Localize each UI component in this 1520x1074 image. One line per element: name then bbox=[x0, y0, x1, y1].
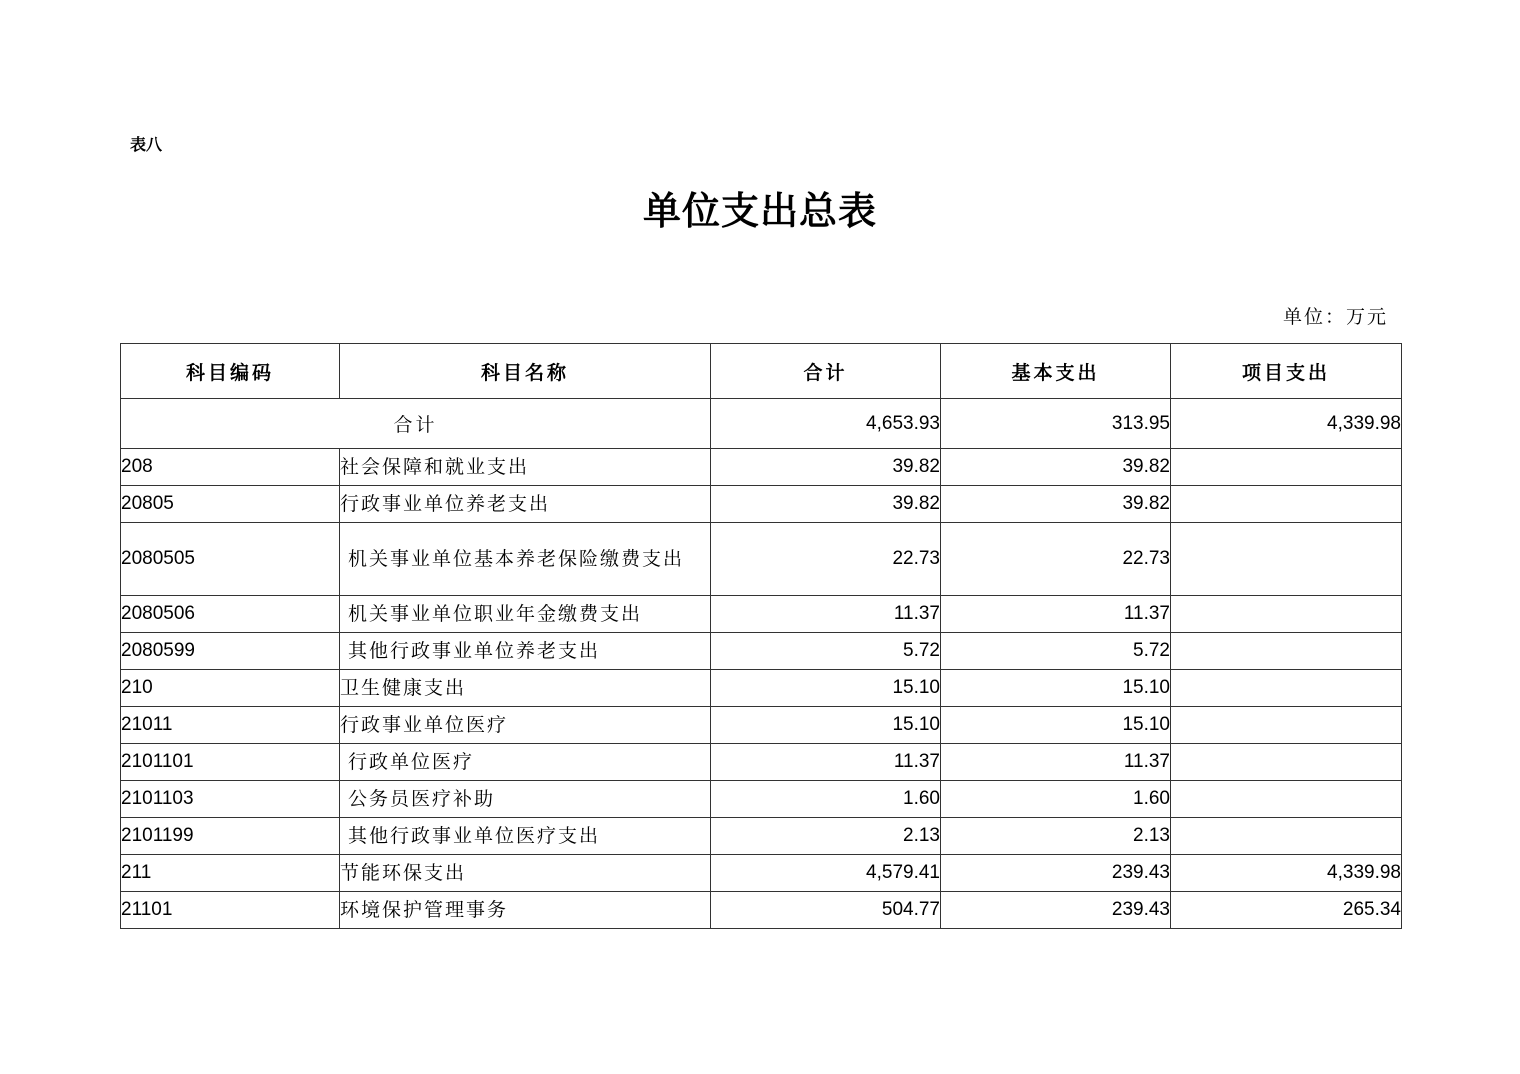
row-basic: 39.82 bbox=[941, 486, 1171, 523]
table-row bbox=[121, 670, 1402, 707]
row-project bbox=[1171, 707, 1402, 744]
table-row bbox=[121, 818, 1402, 855]
table-row bbox=[121, 781, 1402, 818]
row-total: 39.82 bbox=[711, 449, 941, 486]
table-number: 表八 bbox=[130, 135, 163, 154]
row-total: 11.37 bbox=[711, 596, 941, 633]
row-code: 2080505 bbox=[121, 523, 340, 596]
row-project bbox=[1171, 744, 1402, 781]
row-total: 22.73 bbox=[711, 523, 941, 596]
total-row bbox=[121, 399, 1402, 449]
row-code: 208 bbox=[121, 449, 340, 486]
row-basic: 239.43 bbox=[941, 892, 1171, 929]
row-basic: 15.10 bbox=[941, 670, 1171, 707]
row-code: 2080506 bbox=[121, 596, 340, 633]
unit-label: 单位：万元 bbox=[1282, 306, 1388, 328]
expenditure-table bbox=[120, 343, 1402, 929]
table-row bbox=[121, 744, 1402, 781]
row-code: 20805 bbox=[121, 486, 340, 523]
row-name: 卫生健康支出 bbox=[340, 670, 711, 707]
row-code: 2101199 bbox=[121, 818, 340, 855]
table-row bbox=[121, 855, 1402, 892]
header-name: 科目名称 bbox=[340, 344, 711, 399]
row-name: 行政事业单位养老支出 bbox=[340, 486, 711, 523]
table-row bbox=[121, 707, 1402, 744]
page-title: 单位支出总表 bbox=[642, 188, 877, 233]
row-total: 15.10 bbox=[711, 670, 941, 707]
row-code: 2101103 bbox=[121, 781, 340, 818]
row-code: 21011 bbox=[121, 707, 340, 744]
row-code: 2080599 bbox=[121, 633, 340, 670]
row-name: 节能环保支出 bbox=[340, 855, 711, 892]
table-row bbox=[121, 596, 1402, 633]
table-row bbox=[121, 892, 1402, 929]
total-basic: 313.95 bbox=[941, 399, 1171, 449]
row-project bbox=[1171, 670, 1402, 707]
table-row bbox=[121, 523, 1402, 596]
row-project bbox=[1171, 781, 1402, 818]
row-basic: 5.72 bbox=[941, 633, 1171, 670]
row-project bbox=[1171, 633, 1402, 670]
row-code: 210 bbox=[121, 670, 340, 707]
row-total: 39.82 bbox=[711, 486, 941, 523]
row-project: 265.34 bbox=[1171, 892, 1402, 929]
row-name: 其他行政事业单位医疗支出 bbox=[340, 818, 711, 855]
row-total: 4,579.41 bbox=[711, 855, 941, 892]
row-total: 11.37 bbox=[711, 744, 941, 781]
row-total: 2.13 bbox=[711, 818, 941, 855]
table-row bbox=[121, 486, 1402, 523]
row-name: 行政单位医疗 bbox=[340, 744, 711, 781]
row-name: 机关事业单位基本养老保险缴费支出 bbox=[340, 523, 711, 596]
row-basic: 11.37 bbox=[941, 744, 1171, 781]
header-code: 科目编码 bbox=[121, 344, 340, 399]
row-total: 15.10 bbox=[711, 707, 941, 744]
total-total: 4,653.93 bbox=[711, 399, 941, 449]
header-total: 合计 bbox=[711, 344, 941, 399]
row-basic: 39.82 bbox=[941, 449, 1171, 486]
header-project: 项目支出 bbox=[1171, 344, 1402, 399]
row-total: 1.60 bbox=[711, 781, 941, 818]
row-name: 行政事业单位医疗 bbox=[340, 707, 711, 744]
row-basic: 1.60 bbox=[941, 781, 1171, 818]
table-row bbox=[121, 449, 1402, 486]
row-project bbox=[1171, 449, 1402, 486]
row-name: 社会保障和就业支出 bbox=[340, 449, 711, 486]
row-basic: 239.43 bbox=[941, 855, 1171, 892]
row-name: 公务员医疗补助 bbox=[340, 781, 711, 818]
row-name: 机关事业单位职业年金缴费支出 bbox=[340, 596, 711, 633]
row-project bbox=[1171, 486, 1402, 523]
row-project bbox=[1171, 596, 1402, 633]
row-basic: 15.10 bbox=[941, 707, 1171, 744]
row-basic: 2.13 bbox=[941, 818, 1171, 855]
table-row bbox=[121, 633, 1402, 670]
row-name: 其他行政事业单位养老支出 bbox=[340, 633, 711, 670]
row-project bbox=[1171, 523, 1402, 596]
row-total: 5.72 bbox=[711, 633, 941, 670]
row-project: 4,339.98 bbox=[1171, 855, 1402, 892]
row-code: 2101101 bbox=[121, 744, 340, 781]
total-label: 合计 bbox=[121, 399, 711, 449]
row-basic: 22.73 bbox=[941, 523, 1171, 596]
row-project bbox=[1171, 818, 1402, 855]
row-name: 环境保护管理事务 bbox=[340, 892, 711, 929]
header-row bbox=[121, 344, 1402, 399]
row-total: 504.77 bbox=[711, 892, 941, 929]
row-code: 211 bbox=[121, 855, 340, 892]
row-basic: 11.37 bbox=[941, 596, 1171, 633]
row-code: 21101 bbox=[121, 892, 340, 929]
total-project: 4,339.98 bbox=[1171, 399, 1402, 449]
header-basic: 基本支出 bbox=[941, 344, 1171, 399]
